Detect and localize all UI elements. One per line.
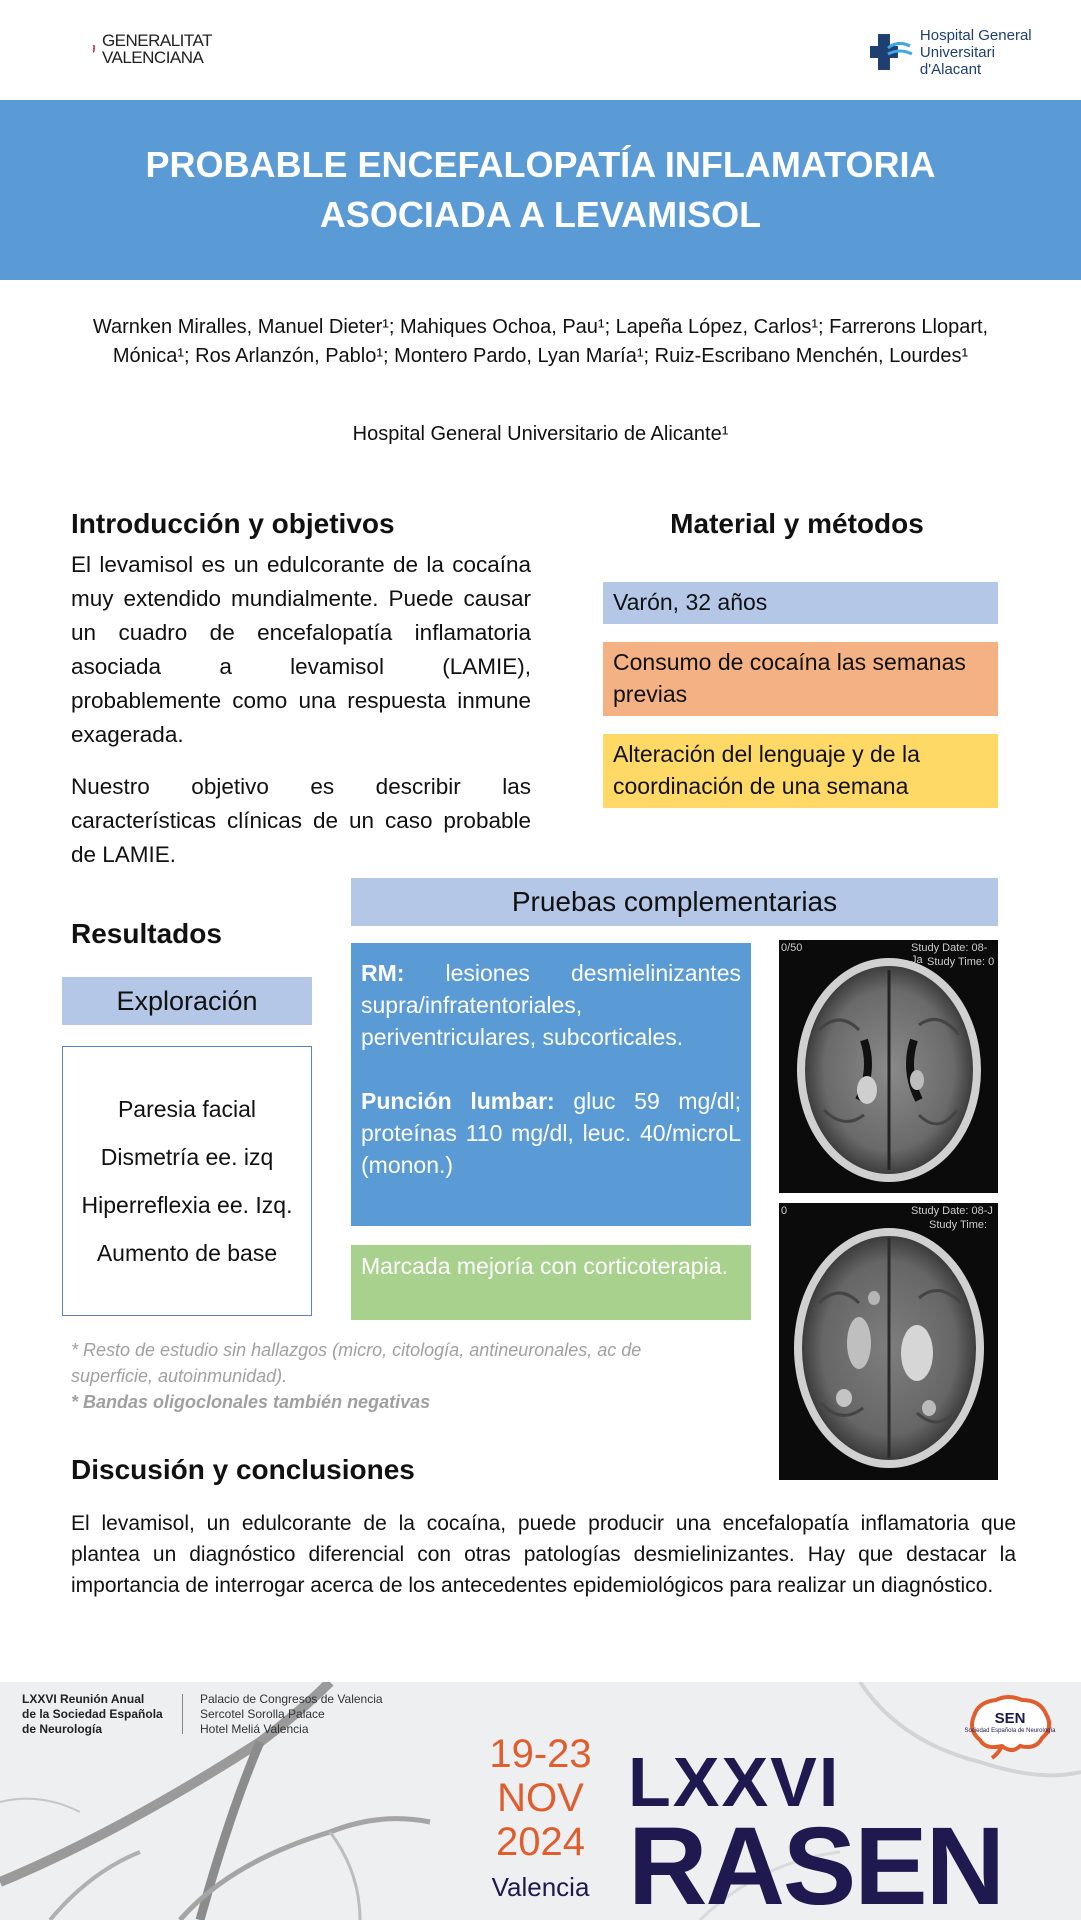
rm-text: lesiones desmielinizantes supra/infratentoriales, periventriculares, subcorticales. — [361, 960, 741, 1050]
conference-dates — [478, 1732, 603, 1864]
mri2-overlay-date: Study Date: 08-J — [911, 1205, 993, 1217]
methods-item-patient: Varón, 32 años — [603, 582, 998, 624]
note-oligoclonal: * Bandas oligoclonales también negativas — [71, 1392, 431, 1412]
meeting-name — [22, 1692, 163, 1737]
exploration-item: Dismetría ee. izq — [100, 1144, 274, 1170]
sen-logo-subtitle: Sociedad Española de Neurología — [964, 1728, 1056, 1734]
mri1-overlay-date: Study Date: 08-Ja — [911, 942, 988, 966]
intro-title: Introducción y objetivos — [71, 508, 395, 539]
sen-logo — [962, 1690, 1058, 1760]
methods-item-symptoms: Alteración del lenguaje y de la coordinación de una semana — [603, 734, 998, 808]
affiliation: Hospital General Universitario de Alicante¹ — [352, 423, 729, 445]
mri2-overlay-time: Study Time: — [929, 1219, 988, 1231]
conference-footer — [0, 1682, 1081, 1920]
edition-number: LXXVI — [628, 1743, 841, 1821]
venue-line: Sercotel Sorolla Palace — [200, 1707, 325, 1721]
generalitat-logo — [92, 20, 212, 78]
lp-result — [361, 1085, 741, 1181]
lp-text: gluc 59 mg/dl; proteínas 110 mg/dl, leuc. 40/microL (monon.) — [361, 1088, 741, 1178]
lp-label: Punción lumbar: — [361, 1088, 555, 1114]
brain-mri-2-icon — [779, 1203, 998, 1480]
mri2-overlay-series: 0 — [781, 1205, 788, 1217]
generalitat-logo-line-1: GENERALITAT — [101, 31, 212, 50]
brand-name: RASEN — [628, 1805, 1004, 1920]
exploration-item: Aumento de base — [96, 1240, 278, 1266]
poster-title-line-1: PROBABLE ENCEFALOPATÍA INFLAMATORIA — [145, 144, 936, 185]
title-band — [0, 100, 1081, 280]
hospital-logo-line-1: Hospital General — [919, 26, 1032, 44]
sen-logo-text: SEN — [994, 1710, 1026, 1727]
venue-line: Palacio de Congresos de Valencia — [200, 1692, 383, 1706]
discussion-title: Discusión y conclusiones — [71, 1454, 415, 1485]
poster-title — [146, 140, 936, 240]
methods-title: Material y métodos — [670, 508, 924, 539]
note-rest-study: * Resto de estudio sin hallazgos (micro, citología, antineuronales, ac de superficie, autoinmunidad). — [71, 1340, 642, 1386]
poster-title-line-2: ASOCIADA A LEVAMISOL — [319, 194, 762, 235]
hospital-cross-icon — [870, 32, 914, 72]
dates-line: 19-23 — [489, 1732, 592, 1776]
mri1-overlay-series: 0/50 — [781, 942, 803, 954]
dates-line: NOV — [497, 1776, 584, 1820]
results-notes — [71, 1337, 711, 1415]
generalitat-emblem-icon — [92, 23, 96, 75]
rm-label: RM: — [361, 960, 405, 986]
exploration-header: Exploración — [62, 977, 312, 1025]
mri-image-1 — [779, 940, 998, 1193]
footer-divider — [182, 1694, 183, 1734]
meeting-line: de la Sociedad Española — [22, 1707, 163, 1721]
meeting-line: LXXVI Reunión Anual — [22, 1692, 145, 1706]
exploration-item: Hiperreflexia ee. Izq. — [81, 1192, 293, 1218]
exploration-item: Paresia facial — [117, 1096, 257, 1122]
mri1-overlay-time: Study Time: 0 — [927, 956, 995, 968]
tests-results-box — [351, 943, 751, 1226]
hospital-logo-line-2: Universitari d'Alacant — [919, 43, 995, 78]
hospital-logo — [870, 26, 1060, 78]
tests-header: Pruebas complementarias — [351, 878, 998, 926]
authors: Warnken Miralles, Manuel Dieter¹; Mahiques Ochoa, Pau¹; Lapeña López, Carlos¹; Farrerons Llopart, Mónica¹; Ros Arlanzón, Pablo¹; Montero Pardo, Lyan María¹; Ruiz-Escribano Menchén, Lourdes¹ — [92, 316, 989, 367]
rm-result — [361, 957, 741, 1053]
intro-paragraph-1: El levamisol es un edulcorante de la cocaína muy extendido mundialmente. Puede causar un cuadro de encefalopatía inflamatoria asociada a levamisol (LAMIE), probablemente como una respuesta inmune exagerada. — [71, 552, 531, 747]
conference-city: Valencia — [491, 1872, 590, 1902]
exploration-box — [62, 1046, 312, 1316]
meeting-line: de Neurología — [22, 1722, 103, 1736]
venue-line: Hotel Meliá Valencia — [200, 1722, 309, 1736]
generalitat-logo-line-2: VALENCIANA — [101, 48, 204, 67]
outcome-box: Marcada mejoría con corticoterapia. — [351, 1245, 751, 1320]
intro-paragraph-2: Nuestro objetivo es describir las características clínicas de un caso probable de LAMIE. — [71, 774, 531, 867]
dates-line: 2024 — [496, 1820, 585, 1864]
mri-image-2 — [779, 1203, 998, 1480]
venues — [200, 1692, 383, 1737]
results-title: Resultados — [71, 918, 222, 949]
brain-mri-1-icon — [779, 940, 998, 1193]
discussion-text: El levamisol, un edulcorante de la cocaína, puede producir una encefalopatía inflamatoria que plantea un diagnóstico diferencial con otras patologías desmielinizantes. Hay que destacar la importancia de interrogar acerca de los antecedentes epidemiológicos para realizar un diagnóstico. — [71, 1512, 1016, 1597]
intro-text — [71, 548, 531, 890]
methods-item-cocaine: Consumo de cocaína las semanas previas — [603, 642, 998, 716]
